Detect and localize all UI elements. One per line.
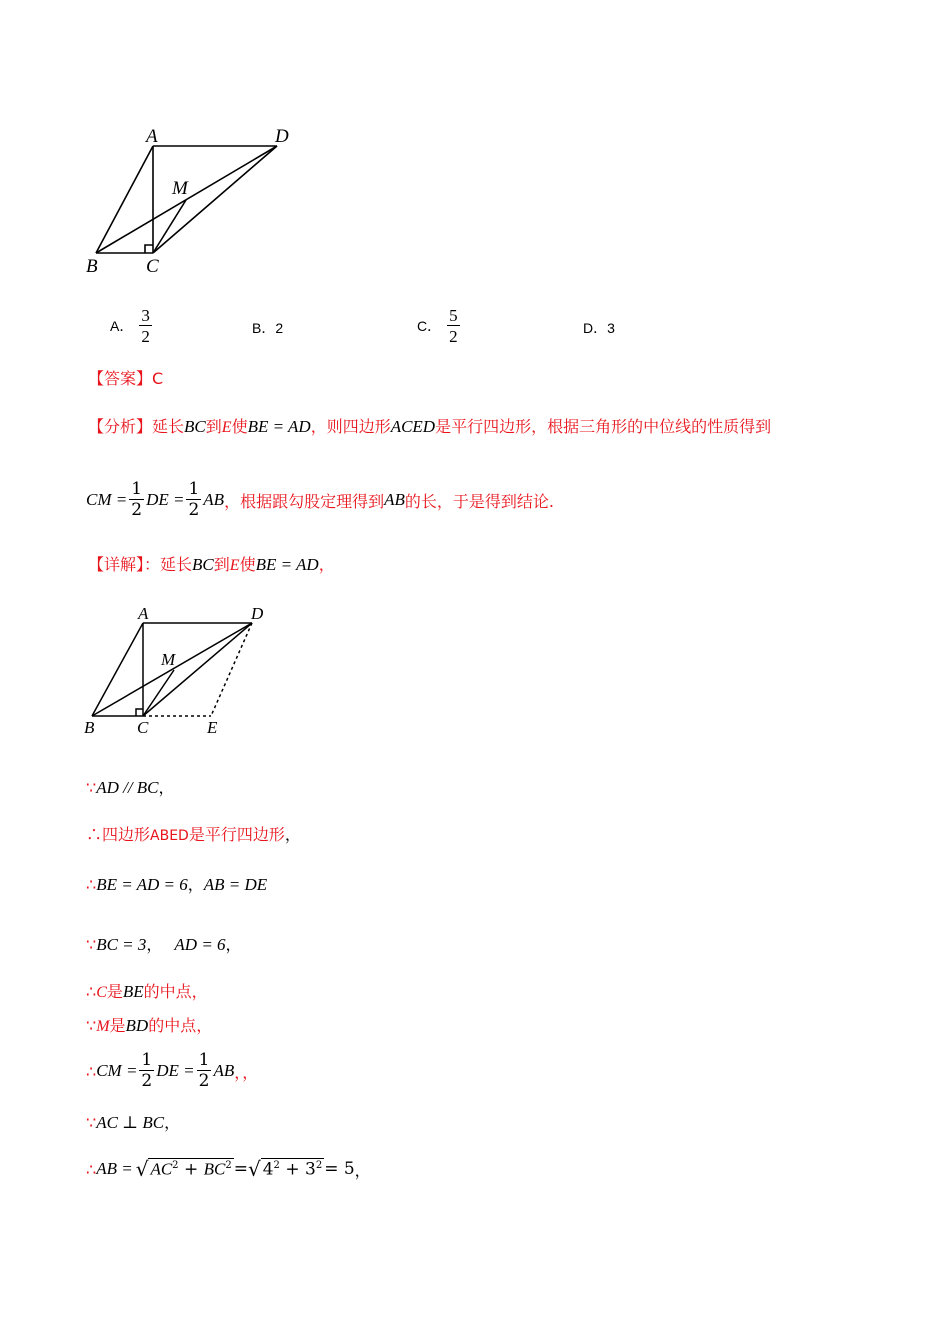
figure-2 (80, 600, 280, 742)
segment-cd (143, 623, 252, 716)
segment-de-dashed (211, 623, 252, 716)
right-angle-mark (145, 245, 153, 253)
option-d-letter: D． (583, 320, 608, 336)
label-c: C (137, 718, 149, 737)
label-b: B (84, 718, 95, 737)
step-1: ∵AD // BC， (86, 778, 175, 797)
detail-tag: 【详解】 (88, 555, 145, 574)
step-8: ∵AC ⊥ BC， (86, 1113, 181, 1132)
option-c-letter: C． (417, 318, 442, 334)
option-c[interactable] (417, 306, 462, 346)
fraction-half-3: $\frac{1}{2}$ (141, 1050, 153, 1091)
label-d: D (275, 126, 289, 147)
radicand-1: $AC^2 + BC^2$ (150, 1159, 232, 1180)
label-a: A (138, 604, 149, 623)
label-c: C (146, 256, 159, 277)
step-2: ∴四边形ABED是平行四边形， (86, 825, 301, 844)
answer-tag: 【答案】 (88, 369, 153, 388)
step-9: ∴ AB = √ $AC^2 + BC^2$ = √ $4^2 + 3^2$ = 5 ， (86, 1157, 371, 1181)
step-7: ∴ CM = $\frac{1}{2}$ DE = $\frac{1}{2}$ AB ，， (86, 1050, 259, 1091)
label-e: E (207, 718, 218, 737)
label-m: M (172, 178, 188, 199)
option-a-letter: A． (110, 318, 134, 334)
segment-bd (92, 623, 252, 716)
segment-cd (153, 146, 277, 253)
label-b: B (86, 256, 98, 277)
step-6: ∵M是BD的中点， (86, 1016, 213, 1035)
option-b-letter: B． (252, 320, 276, 336)
option-c-fraction: $\frac{5}{2}$ (449, 306, 458, 346)
sqrt-sign-icon: √ (247, 1157, 261, 1181)
step-4: ∵BC = 3， AD = 6， (86, 935, 242, 954)
step-5: ∴C是BE的中点， (86, 982, 208, 1001)
radicand-2: $4^2 + 3^2$ (262, 1159, 323, 1180)
label-a: A (146, 126, 158, 147)
right-angle-mark (136, 709, 143, 716)
step-3: ∴BE = AD = 6，AB = DE (86, 875, 268, 894)
answer-value: C (152, 369, 164, 388)
analysis-line-2: CM = $\frac{1}{2}$ DE = $\frac{1}{2}$ AB ，根据跟勾股定理得到 AB 的长，于是得到结论. (86, 479, 554, 520)
label-d: D (251, 604, 264, 623)
segment-ab (92, 623, 143, 716)
figure-1 (80, 120, 310, 280)
fraction-half-4: $\frac{1}{2}$ (198, 1050, 210, 1091)
analysis-tag: 【分析】 (88, 417, 153, 436)
option-d-value: 3 (607, 320, 615, 336)
option-b[interactable] (252, 318, 283, 338)
option-a-fraction: $\frac{3}{2}$ (141, 306, 150, 346)
answer-line (88, 366, 163, 389)
segment-bd (96, 146, 277, 253)
option-d[interactable] (583, 318, 615, 338)
segment-cm (153, 200, 186, 253)
option-b-value: 2 (275, 320, 284, 336)
sqrt-sign-icon: √ (135, 1157, 149, 1181)
label-m: M (161, 650, 176, 669)
option-a[interactable] (110, 306, 154, 346)
analysis-line-1: 【分析】延长BC到E使BE = AD，则四边形ACED是平行四边形，根据三角形的中位线的性质得到 (88, 417, 772, 436)
fraction-half-2: $\frac{1}{2}$ (188, 479, 200, 520)
fraction-half-1: $\frac{1}{2}$ (131, 479, 143, 520)
detail-line: 【详解】：延长BC到E使BE = AD， (88, 555, 335, 574)
